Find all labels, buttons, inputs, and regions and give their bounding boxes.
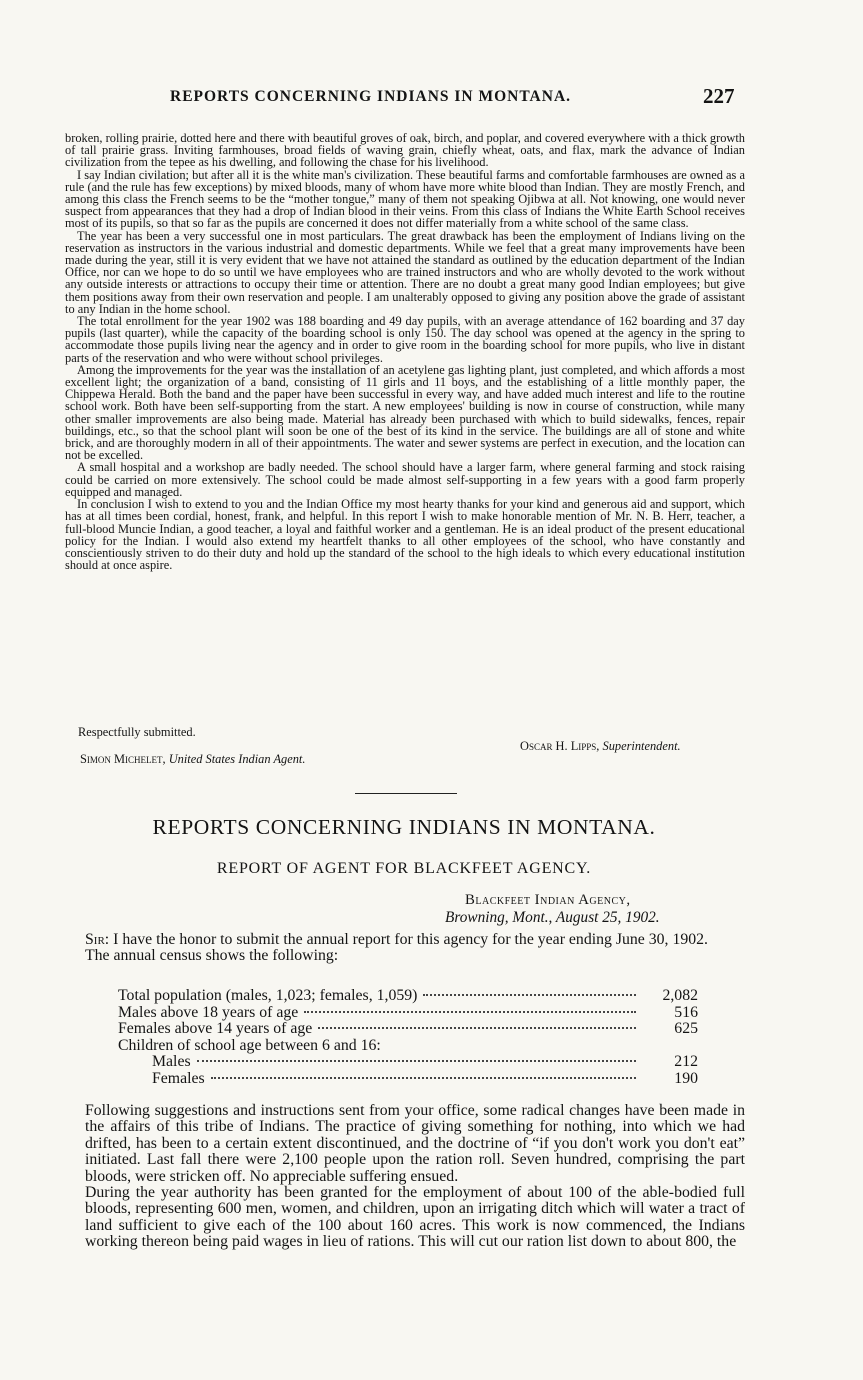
signature-title: Superintendent. <box>602 739 681 753</box>
letter-body <box>85 1103 745 1251</box>
paragraph: The total enrollment for the year 1902 was 188 boarding and 49 day pupils, with an average attendance of 162 boarding and 37 day pupils (last quarter), while the capacity of the boarding school is only 150. The day school was opened at the agency in the spring to accommodate those pupils living near the agency and in order to give room in the boarding school for more pupils, who live in distant parts of the reservation and who were without school privileges. <box>65 314 745 365</box>
opening-paragraph <box>85 932 745 948</box>
running-header: REPORTS CONCERNING INDIANS IN MONTANA. <box>170 88 572 105</box>
paragraph: A small hospital and a workshop are badly needed. The school should have a larger farm, where general farming and stock raising could be carried on more extensively. The school could be made almost self-supporting in a few years with a good farm properly equipped and managed. <box>65 460 745 499</box>
census-table <box>118 988 698 1088</box>
census-label: Males above 18 years of age <box>118 1003 299 1021</box>
superintendent-signature <box>520 739 681 754</box>
census-label: Females <box>152 1069 205 1087</box>
prior-report-body <box>65 132 745 571</box>
leader-dots <box>211 1077 636 1079</box>
census-value: 625 <box>674 1020 698 1038</box>
leader-dots <box>318 1027 636 1029</box>
census-row <box>118 1038 698 1055</box>
salutation: Sir: <box>85 931 110 948</box>
paragraph: Among the improvements for the year was the installation of an acetylene gas lighting plant, just completed, and which affords a most excellent light; the organization of a band, consisting of 11 girls and 11 boys, and the establishing of a little monthly paper, the Chippewa Herald. Both the band and the paper have been successful in every way, and have added much interest and life to the routine school work. Both have been self-supporting from the start. A new employees' building is now in course of construction, while many other smaller improvements are also being made. Material has already been purchased with which to build sidewalks, fences, repair buildings, etc., so that the school plant will soon be one of the best of its kind in the service. The buildings are all of stone and white brick, and are thoroughly modern in all of their appointments. The water and sewer systems are perfect in execution, and the location can not be excelled. <box>65 362 745 463</box>
census-label: Children of school age between 6 and 16: <box>118 1036 381 1054</box>
section-subtitle: REPORT OF AGENT FOR BLACKFEET AGENCY. <box>216 860 592 877</box>
census-row <box>118 988 698 1005</box>
census-row <box>118 1005 698 1022</box>
letter-opening <box>85 932 745 965</box>
census-row <box>118 1054 698 1071</box>
signature-name: Simon Michelet, <box>80 752 166 766</box>
opening-text: I have the honor to submit the annual report for this agency for the year ending June 30, 1902. <box>113 931 708 948</box>
census-intro: The annual census shows the following: <box>85 947 339 965</box>
leader-dots <box>304 1011 636 1013</box>
place-date: Browning, Mont., August 25, 1902. <box>445 909 660 926</box>
census-label: Total population (males, 1,023; females, 1,059) <box>118 987 418 1004</box>
census-row <box>118 1071 698 1088</box>
agent-signature <box>80 752 305 767</box>
agency-heading: Blackfeet Indian Agency, <box>465 892 631 908</box>
signature-title: United States Indian Agent. <box>168 752 306 766</box>
census-label: Males <box>152 1053 191 1071</box>
signature-name: Oscar H. Lipps, <box>520 739 600 753</box>
census-value: 2,082 <box>662 987 698 1004</box>
section-title: REPORTS CONCERNING INDIANS IN MONTANA. <box>152 815 656 839</box>
leader-dots <box>423 994 636 996</box>
census-row <box>118 1021 698 1038</box>
paragraph: In conclusion I wish to extend to you and the Indian Office my most hearty thanks for your kind and generous aid and support, which has at all times been cordial, honest, frank, and helpful. In this report I wish to make honorable mention of Mr. N. B. Herr, teacher, a full-blood Muncie Indian, a good teacher, a loyal and faithful worker and a gentleman. He is an ideal product of the present educational policy for the Indian. I would also extend my heartfelt thanks to all other employees of the school, who have constantly and conscientiously striven to do their duty and hold up the standard of the school to the high ideals to which every educational institution should at once aspire. <box>65 497 745 573</box>
closing-line: Respectfully submitted. <box>78 725 196 739</box>
census-label: Females above 14 years of age <box>118 1020 313 1038</box>
paragraph: The year has been a very successful one in most particulars. The great drawback has been the employment of Indians living on the reservation as instructors in the various industrial and domestic departments. While we feel that a great many improvements have been made during the year, still it is very evident that we have not attained the standard as outlined by the education department of the Indian Office, nor can we hope to do so until we have employees who are trained instructors and who are wholly devoted to the work without any outside interests or attractions to occupy their time or attention. There are no doubt a great many good Indian employees; but give them positions away from their own reservation and people. I am unalterably opposed to giving any position above the grade of assistant to any Indian in the home school. <box>65 228 745 316</box>
leader-dots <box>197 1060 636 1062</box>
census-value: 516 <box>674 1003 698 1021</box>
paragraph: Following suggestions and instructions sent from your office, some radical changes have been made in the affairs of this tribe of Indians. The practice of giving something for nothing, into which we had drifted, has been to a certain extent discontinued, and the doctrine of “if you don't work you don't eat” initiated. Last fall there were 2,100 people upon the ration roll. Seven hundred, comprising the part bloods, were stricken off. No appreciable suffering ensued. <box>85 1102 745 1185</box>
census-value: 212 <box>674 1053 698 1071</box>
section-divider <box>355 793 457 794</box>
paragraph: During the year authority has been granted for the employment of about 100 of the able-bodied full bloods, representing 600 men, women, and children, upon an irrigating ditch which will water a tract of land sufficient to give each of the 100 about 160 acres. This work is now commenced, the Indians working thereon being paid wages in lieu of rations. This will cut our ration list down to about 800, the <box>85 1184 745 1251</box>
paragraph: I say Indian civilation; but after all it is the white man's civilization. These beautiful farms and comfortable farmhouses are owned as a rule (and the rule has few exceptions) by mixed bloods, many of whom have more white blood than Indian. They are mostly French, and among this class the French seems to be the “mother tongue,” many of them not speaking Ojibwa at all. Not knowing, one would never suspect from appearances that they had a drop of Indian blood in their veins. From this class of Indians the White Earth School receives most of its pupils, so that so far as the pupils are concerned it does not differ materially from a white school of the same class. <box>65 167 745 231</box>
page-number: 227 <box>703 84 735 108</box>
census-value: 190 <box>674 1069 698 1087</box>
paragraph: broken, rolling prairie, dotted here and there with beautiful groves of oak, birch, and poplar, and covered everywhere with a thick growth of tall prairie grass. Inviting farmhouses, broad fields of waving grain, chiefly wheat, oats, and flax, mark the advance of Indian civilization from the tepee as his dwelling, and following the chase for his livelihood. <box>65 131 745 170</box>
